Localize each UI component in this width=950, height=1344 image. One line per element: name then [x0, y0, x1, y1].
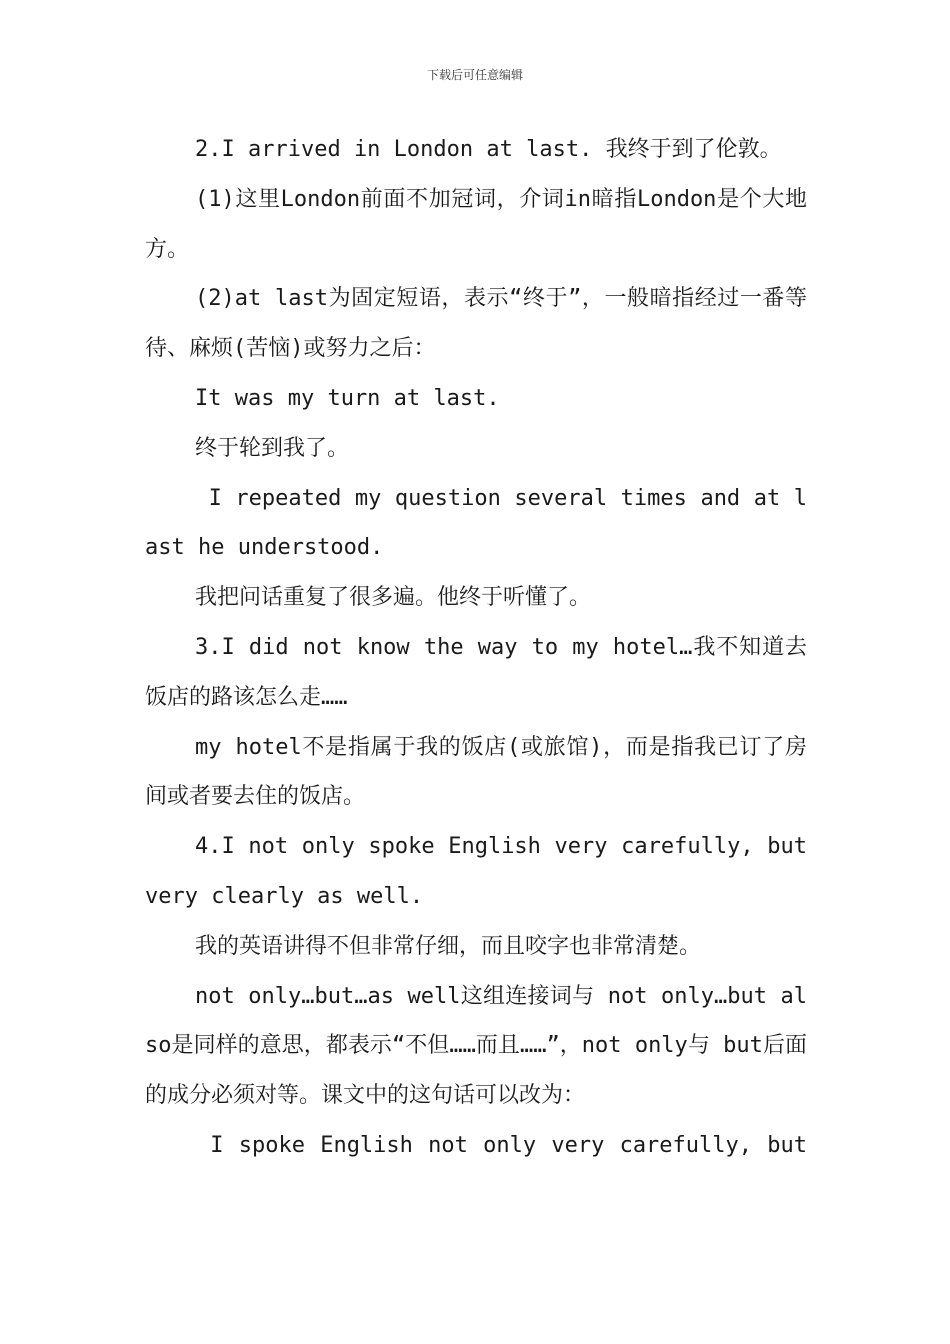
paragraph-sentence-2: 2.I arrived in London at last. 我终于到了伦敦。: [195, 137, 782, 162]
paragraph-translation-1: 终于轮到我了。: [195, 435, 350, 461]
paragraph-example-4: I spoke English not only very carefully, but: [195, 1132, 807, 1158]
document-body: [145, 125, 821, 1171]
page-header: 下载后可任意编辑: [426, 68, 523, 82]
paragraph-translation-2: 我把问话重复了很多遍。他终于听懂了。: [195, 585, 592, 611]
paragraph-note-4: not only…but…as well这组连接词与 not only…but also是同样的意思，都表示“不但……而且……”，not only与 but后面的成分必须对等。课文中的这句话可以改为：: [145, 983, 807, 1109]
paragraph-note-3: my hotel不是指属于我的饭店(或旅馆)，而是指我已订了房间或者要去住的饭店。: [145, 734, 807, 810]
paragraph-note-2: (2)at last为固定短语，表示“终于”，一般暗指经过一番等待、麻烦(苦恼)或努力之后：: [145, 286, 807, 362]
paragraph-sentence-4: 4.I not only spoke English very carefully, but very clearly as well.: [145, 834, 821, 909]
paragraph-example-2: I repeated my question several times and at last he understood.: [145, 485, 808, 561]
paragraph-note-1: (1)这里London前面不加冠词，介词in暗指London是个大地方。: [145, 186, 807, 262]
paragraph-sentence-3: 3.I did not know the way to my hotel…我不知道去饭店的路该怎么走……: [145, 634, 807, 710]
paragraph-example-1: It was my turn at last.: [195, 385, 500, 411]
paragraph-translation-4: 我的英语讲得不但非常仔细，而且咬字也非常清楚。: [195, 933, 702, 959]
